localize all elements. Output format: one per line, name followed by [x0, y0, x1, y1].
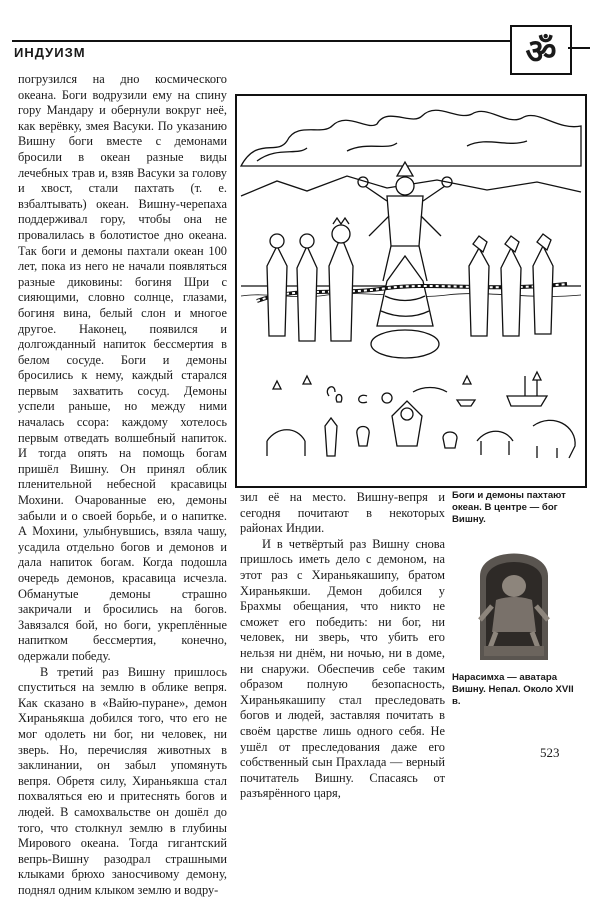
paragraph: зил её на место. Вишну-вепря и сегодня почитают в некоторых районах Индии. [240, 490, 445, 536]
header-rule-right [568, 47, 590, 49]
header-rule [12, 40, 510, 42]
om-symbol-icon: ॐ [510, 25, 572, 75]
paragraph: И в четвёртый раз Вишну снова пришлось иметь дело с демоном, на этот раз с Хираньякашипу, братом Хираньякши. Демон добился у Брахмы обещания, что никто не сможет его победить: ни бог, ни человек, ни зверь, что убить его нельзя ни днём, ни ночью, ни в доме, ни снаружи. Обеспечив себе таким образом полную безопасность, Хираньякашипу стал преследовать богов и людей, заставляя почитать в своём царстве лишь одного себя. Не ушёл от преследования даже его собственный сын Прахлада — верный почитатель Вишну. Спасаясь от разъярённого царя, [240, 536, 445, 801]
column-left [18, 72, 227, 898]
demons-group [469, 234, 553, 336]
running-head: ИНДУИЗМ [14, 45, 86, 60]
gods-group [267, 218, 353, 341]
paragraph: В третий раз Вишну пришлось спуститься на землю в облике вепря. Как сказано в «Вайю-пуране», демон Хираньякша добился того, что его не мог одолеть ни бог, ни человек, ни зверь. Но, перечисляя животных в заклинании, он забыл упомянуть вепря. Обретя силу, Хираньякша стал похваляться ею и притеснять богов и людей. В самохвальстве он дошёл до того, что столкнул землю в глубины Мирового океана. Тогда гигантский вепрь-Вишну разодрал страшными клыками брюхо заносчивому демону, поднял одним клыком землю и водру- [18, 664, 227, 897]
page-number: 523 [540, 745, 560, 760]
mount-mandara [377, 256, 433, 326]
illustration-caption: Боги и демоны пахтают океан. В центре — бог Вишну. [452, 490, 566, 525]
clouds [241, 110, 581, 166]
treasures [267, 372, 575, 458]
tortoise [371, 330, 439, 358]
narasimha-statue-photo [466, 536, 562, 662]
statue-caption: Нарасимха — аватара Вишну. Непал. Около XVII в. [452, 672, 574, 707]
paragraph: погрузился на дно космического океана. Боги водрузили ему на спину гору Мандару и обернули вокруг неё, как верёвку, змея Васуки. По указанию Вишну боги вместе с демонами бросили в океан разные виды лечебных трав и, взяв Васуки за голову и хвост, стали пахтать (т. е. взбалтывать) океан. Вишну-черепаха поддерживал гору, чтобы она не провалилась в болотистое дно океана. Так боги и демоны пахтали океан 100 лет, пока из него не начали появляться разные диковины: богиня Шри с сияющими, словно солнце, глазами, богиня вина, белый слон и многое другое. Наконец, появился и долгожданный напиток бессмертия в белом сосуде. Боги и демоны бросились к нему, каждый старался первым захватить сосуд. Демоны успели раньше, но между ними началась ссора: каждому хотелось первым отведать волшебный напиток. И тогда опять на помощь богам пришёл Вишну. Он принял облик пленительной небесной красавицы Мохини. Очарованные ею, демоны забыли и о своей борьбе, и о напитке. А Мохини, улыбнувшись, взяла чашу, усадила отдельно богов и демонов и дала напиток богам. Когда подошла очередь демонов, красавица исчезла. Обманутые демоны страшно закричали и бросились на богов. Завязался бой, но боги, укреплённые напитком бессмертия, конечно, одержали победу. [18, 72, 227, 663]
churning-ocean-illustration [235, 94, 587, 488]
column-middle [240, 490, 445, 802]
